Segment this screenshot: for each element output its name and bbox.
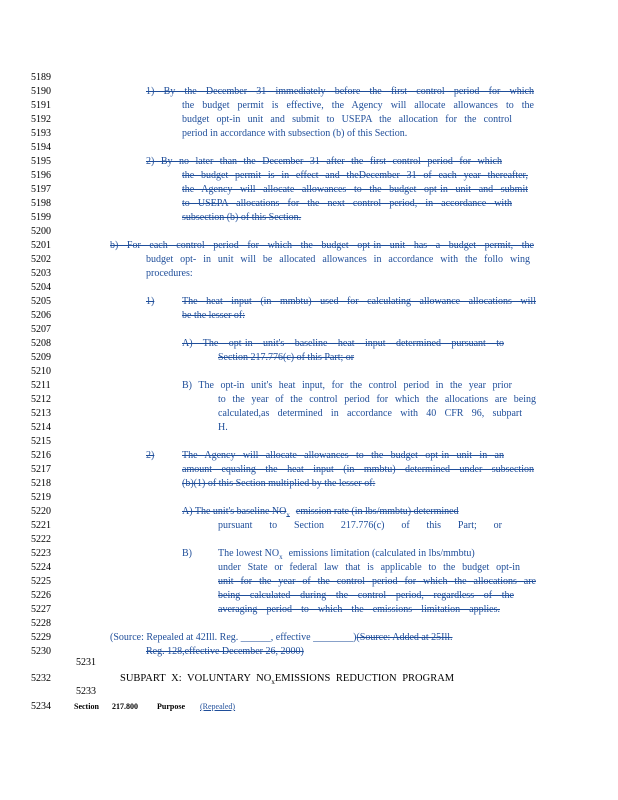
line-number: 5214 bbox=[31, 422, 51, 433]
line-number: 5227 bbox=[31, 604, 51, 615]
line-number: 5217 bbox=[31, 464, 51, 475]
section-label: Section bbox=[74, 702, 99, 711]
line-number: 5233 bbox=[76, 686, 96, 697]
line-number: 5194 bbox=[31, 142, 51, 153]
text-line: Section 217.776(c) of this Part; or bbox=[218, 352, 355, 363]
line-number: 5197 bbox=[31, 184, 51, 195]
line-number: 5198 bbox=[31, 198, 51, 209]
line-number: 5193 bbox=[31, 128, 51, 139]
item-number: 2) bbox=[146, 450, 155, 461]
line-number: 5196 bbox=[31, 170, 51, 181]
subscript: x bbox=[286, 511, 290, 519]
text-line: the budget permit is in effect and theDecember 31 of each year thereafter, bbox=[182, 170, 528, 181]
item-label: B) bbox=[182, 548, 192, 559]
heading-text: EMISSIONS REDUCTION PROGRAM bbox=[274, 673, 455, 684]
source-line: Reg. 128,effective December 26, 2000) bbox=[146, 646, 304, 657]
line-number: 5232 bbox=[31, 673, 51, 684]
text-line: H. bbox=[218, 422, 228, 433]
line-number: 5212 bbox=[31, 394, 51, 405]
text-line: to USEPA allocations for the next control period, in accordance with bbox=[182, 198, 512, 209]
text-segment: A) The unit's baseline NO bbox=[182, 506, 287, 517]
source-new: (Source: Repealed at 42Ill. Reg. ______, effective ________) bbox=[110, 632, 357, 643]
line-number: 5206 bbox=[31, 310, 51, 321]
line-number: 5225 bbox=[31, 576, 51, 587]
line-number: 5222 bbox=[31, 534, 51, 545]
text-line: the Agency will allocate allowances to the budget opt-in unit and submit bbox=[182, 184, 528, 195]
line-number: 5229 bbox=[31, 632, 51, 643]
subscript: x bbox=[279, 553, 283, 561]
section-title: Purpose bbox=[157, 702, 185, 711]
line-number: 5231 bbox=[76, 657, 96, 668]
line-number: 5221 bbox=[31, 520, 51, 531]
line-number: 5230 bbox=[31, 646, 51, 657]
text-line: being calculated during the control period, regardless of the bbox=[218, 590, 514, 601]
heading-text: SUBPART X: VOLUNTARY NO bbox=[120, 673, 272, 684]
text-line: (b)(1) of this Section multiplied by the lesser of: bbox=[182, 478, 376, 489]
text-line: unit for the year of the control period for which the allocations are bbox=[218, 576, 536, 587]
line-number: 5189 bbox=[31, 72, 51, 83]
text-line: budget opt- in unit will be allocated allowances in accordance with the follo wing bbox=[146, 254, 530, 265]
line-number: 5213 bbox=[31, 408, 51, 419]
text-line: averaging period to which the emissions limitation applies. bbox=[218, 604, 500, 615]
text-line: The heat input (in mmbtu) used for calculating allowance allocations will bbox=[182, 296, 536, 307]
line-number: 5234 bbox=[31, 701, 51, 712]
line-number: 5202 bbox=[31, 254, 51, 265]
line-number: 5223 bbox=[31, 548, 51, 559]
text-line: to the year of the control period for which the allocations are being bbox=[218, 394, 536, 405]
text-line: amount equaling the heat input (in mmbtu) determined under subsection bbox=[182, 464, 534, 475]
text-segment: emissions limitation (calculated in lbs/mmbtu) bbox=[288, 548, 475, 559]
line-number: 5215 bbox=[31, 436, 51, 447]
line-number: 5226 bbox=[31, 590, 51, 601]
line-number: 5219 bbox=[31, 492, 51, 503]
text-line: subsection (b) of this Section. bbox=[182, 212, 302, 223]
line-number: 5203 bbox=[31, 268, 51, 279]
text-line bbox=[218, 548, 475, 563]
line-number: 5205 bbox=[31, 296, 51, 307]
line-number: 5192 bbox=[31, 114, 51, 125]
line-number: 5190 bbox=[31, 86, 51, 97]
text-line: calculated,as determined in accordance with 40 CFR 96, subpart bbox=[218, 408, 522, 419]
source-line bbox=[110, 632, 453, 644]
item-number: 1) bbox=[146, 296, 155, 307]
line-number: 5207 bbox=[31, 324, 51, 335]
text-line: The Agency will allocate allowances to the budget opt-in unit in an bbox=[182, 450, 504, 461]
subpart-heading bbox=[120, 673, 454, 688]
text-line: 1) By the December 31 immediately before the first control period for which bbox=[146, 86, 534, 97]
line-number: 5211 bbox=[31, 380, 51, 391]
line-number: 5191 bbox=[31, 100, 51, 111]
text-line: procedures: bbox=[146, 268, 193, 279]
text-line: 2) By no later than the December 31 after the first control period for which bbox=[146, 156, 502, 167]
text-line: the budget permit is effective, the Agency will allocate allowances to the bbox=[182, 100, 534, 111]
text-line: B) The opt-in unit's heat input, for the control period in the year prior bbox=[182, 380, 512, 391]
line-number: 5210 bbox=[31, 366, 51, 377]
source-old: (Source: Added at 25Ill. bbox=[356, 632, 453, 643]
section-status: (Repealed) bbox=[200, 702, 236, 711]
subscript: x bbox=[271, 678, 275, 687]
text-line: A) The opt-in unit's baseline heat input determined pursuant to bbox=[182, 338, 504, 349]
text-line: pursuant to Section 217.776(c) of this Part; or bbox=[218, 520, 502, 531]
line-number: 5209 bbox=[31, 352, 51, 363]
line-number: 5216 bbox=[31, 450, 51, 461]
text-segment: The lowest NO bbox=[218, 548, 280, 559]
text-segment: emission rate (in lbs/mmbtu) determined bbox=[295, 506, 459, 517]
line-number: 5200 bbox=[31, 226, 51, 237]
line-number: 5204 bbox=[31, 282, 51, 293]
line-number: 5228 bbox=[31, 618, 51, 629]
line-number: 5220 bbox=[31, 506, 51, 517]
text-line: be the lesser of: bbox=[182, 310, 246, 321]
text-line bbox=[182, 506, 459, 521]
text-line: period in accordance with subsection (b) of this Section. bbox=[182, 128, 408, 139]
line-number: 5218 bbox=[31, 478, 51, 489]
text-line: under State or federal law that is applicable to the budget opt-in bbox=[218, 562, 520, 573]
line-number: 5199 bbox=[31, 212, 51, 223]
line-number: 5201 bbox=[31, 240, 51, 251]
line-number: 5224 bbox=[31, 562, 51, 573]
line-number: 5208 bbox=[31, 338, 51, 349]
text-line: budget opt-in unit and submit to USEPA the allocation for the control bbox=[182, 114, 512, 125]
section-number: 217.800 bbox=[112, 702, 138, 711]
text-line: b) For each control period for which the budget opt-in unit has a budget permit, the bbox=[110, 240, 534, 251]
line-number: 5195 bbox=[31, 156, 51, 167]
